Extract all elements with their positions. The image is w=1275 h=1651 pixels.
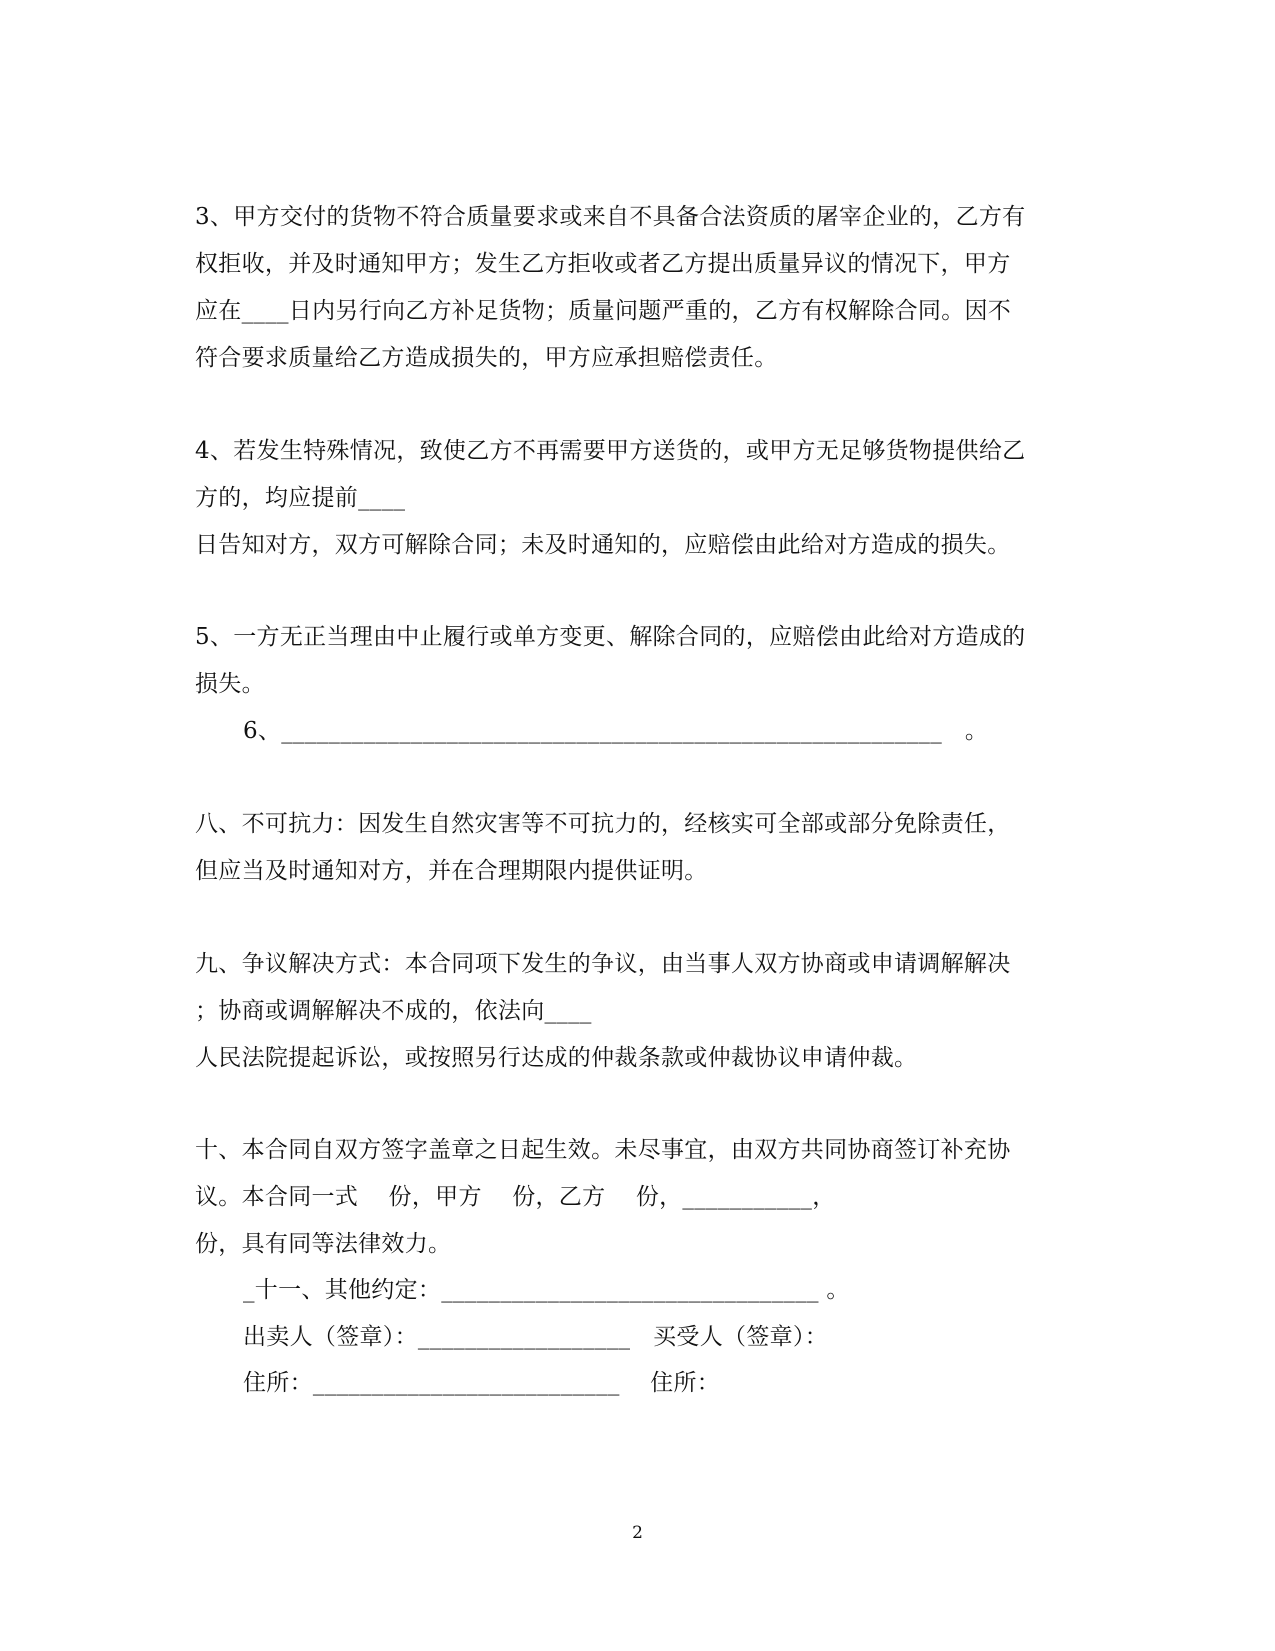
clause-3-line-2: 权拒收，并及时通知甲方；发生乙方拒收或者乙方提出质量异议的情况下，甲方	[195, 251, 1011, 277]
article-8-line-1: 八、不可抗力：因发生自然灾害等不可抗力的，经核实可全部或部分免除责任，	[195, 811, 1011, 837]
signature-seller-buyer-line: 出卖人（签章）：__________________ 买受人（签章）：	[243, 1324, 829, 1350]
article-10-line-1: 十、本合同自双方签字盖章之日起生效。未尽事宜，由双方共同协商签订补充协	[195, 1137, 1011, 1163]
article-8-line-2: 但应当及时通知对方，并在合理期限内提供证明。	[195, 858, 708, 884]
signature-address-line: 住所：__________________________ 住所：	[243, 1370, 721, 1396]
clause-6-line: 6、________________________________________________________ 。	[243, 718, 989, 744]
clause-3-line-4: 符合要求质量给乙方造成损失的，甲方应承担赔偿责任。	[195, 345, 778, 371]
clause-4-line-2: 方的，均应提前____	[195, 485, 406, 511]
clause-4-line-1: 4、若发生特殊情况，致使乙方不再需要甲方送货的，或甲方无足够货物提供给乙	[195, 438, 1026, 464]
clause-5-line-2: 损失。	[195, 671, 265, 697]
clause-5-line-1: 5、一方无正当理由中止履行或单方变更、解除合同的，应赔偿由此给对方造成的	[195, 624, 1026, 650]
article-9-line-2: ；协商或调解解决不成的，依法向____	[195, 998, 592, 1024]
article-10-line-3: 份，具有同等法律效力。	[195, 1231, 452, 1257]
clause-3-line-1: 3、甲方交付的货物不符合质量要求或来自不具备合法资质的屠宰企业的，乙方有	[195, 204, 1026, 230]
page-number: 2	[632, 1523, 643, 1543]
article-9-line-3: 人民法院提起诉讼，或按照另行达成的仲裁条款或仲裁协议申请仲裁。	[195, 1045, 918, 1071]
clause-3-line-3: 应在____日内另行向乙方补足货物；质量问题严重的，乙方有权解除合同。因不	[195, 298, 1012, 324]
article-10-line-2: 议。本合同一式 份，甲方 份，乙方 份，___________，	[195, 1184, 836, 1210]
article-9-line-1: 九、争议解决方式：本合同项下发生的争议，由当事人双方协商或申请调解解决	[195, 951, 1011, 977]
clause-4-line-3: 日告知对方，双方可解除合同；未及时通知的，应赔偿由此给对方造成的损失。	[195, 532, 1011, 558]
article-11-line: _十一、其他约定：________________________________ 。	[243, 1277, 850, 1303]
